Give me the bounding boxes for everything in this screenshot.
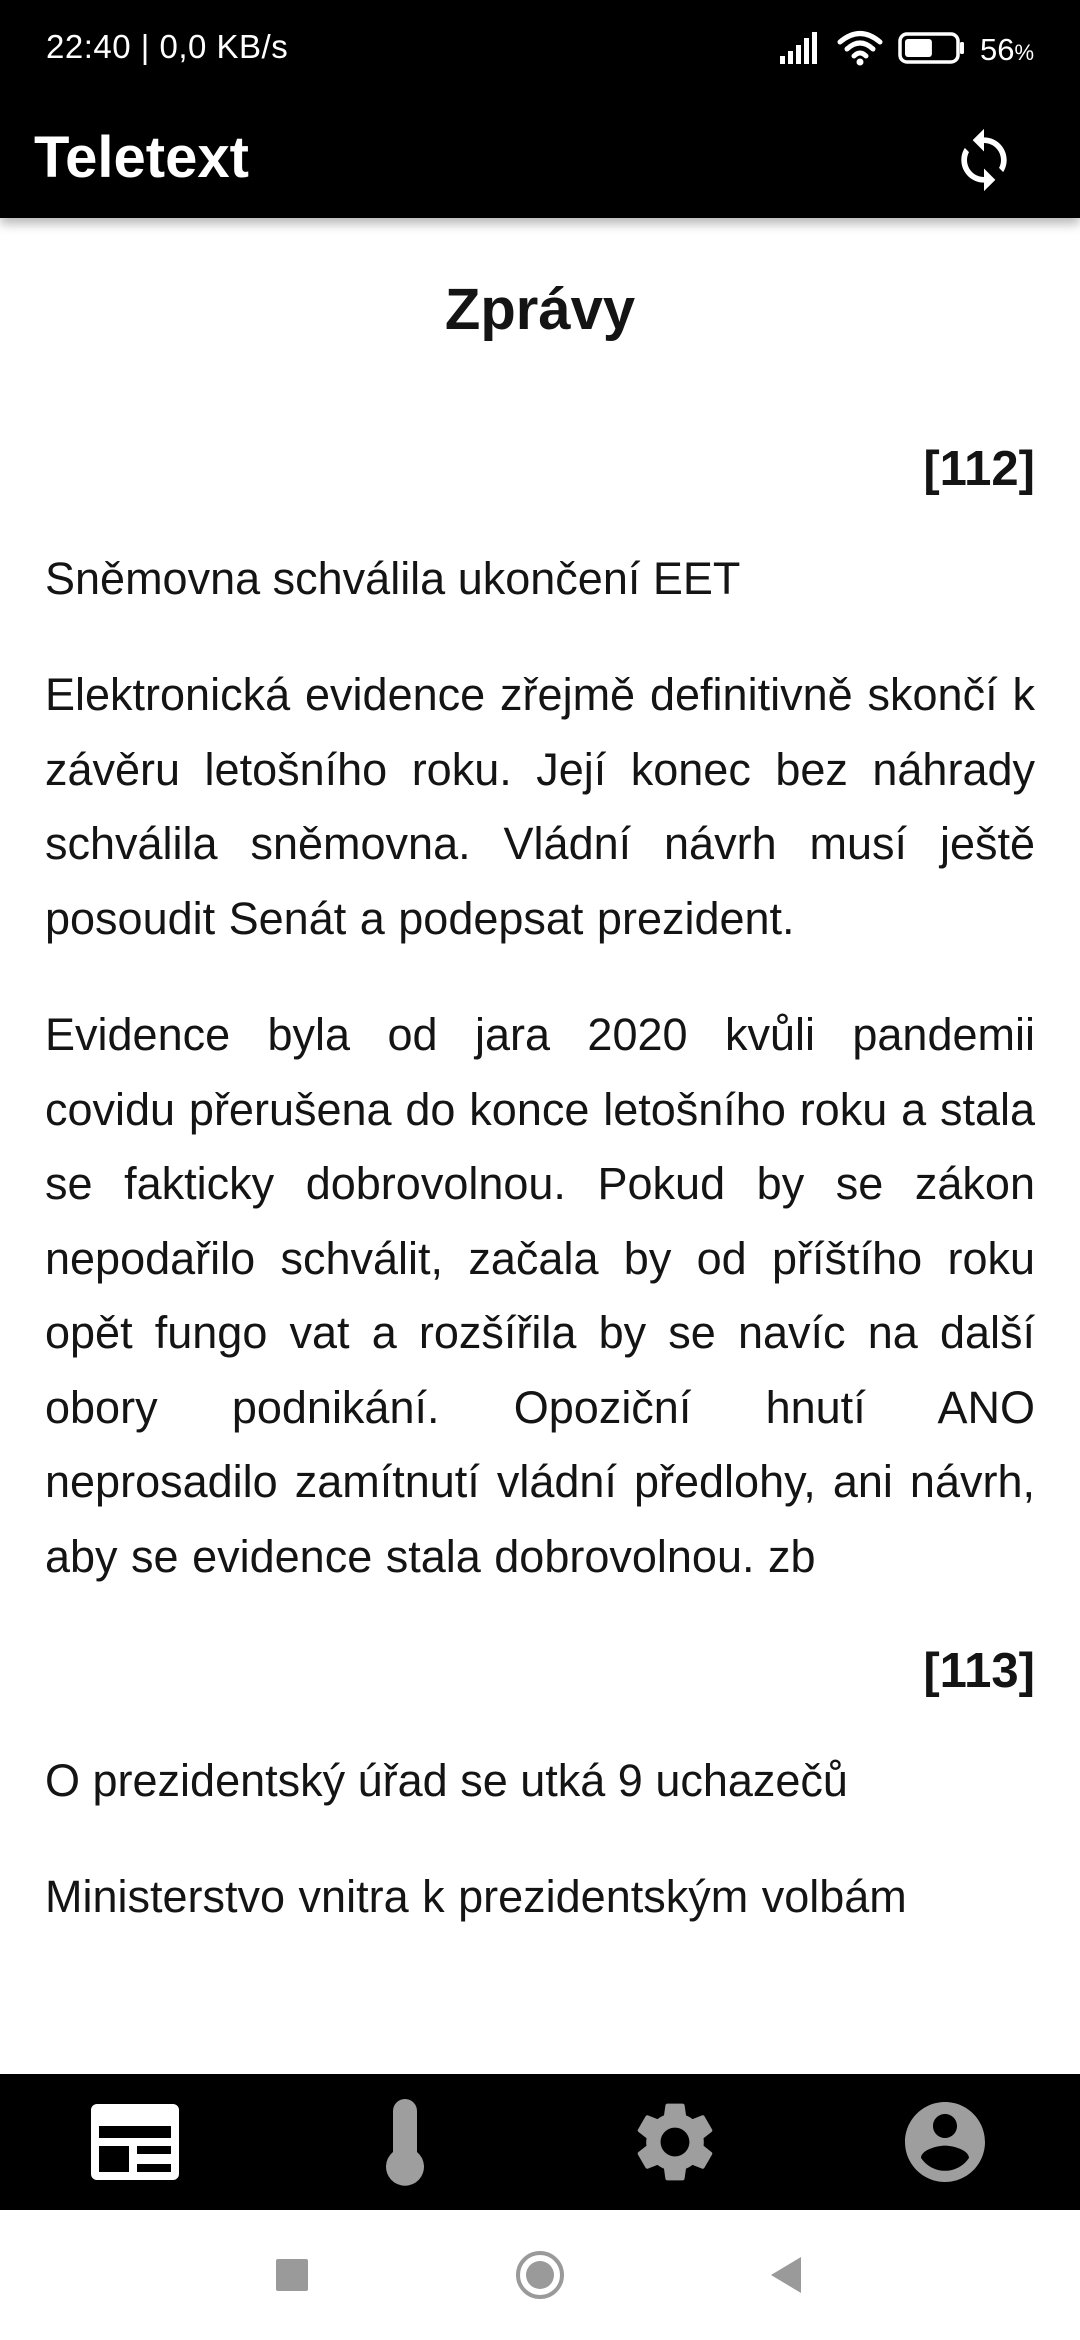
nav-item-settings[interactable] xyxy=(540,2074,810,2210)
refresh-icon xyxy=(950,120,1018,200)
back-button[interactable] xyxy=(756,2245,816,2305)
settings-gear-icon xyxy=(627,2094,723,2190)
bottom-navigation xyxy=(0,2074,1080,2210)
nav-item-weather[interactable] xyxy=(270,2074,540,2210)
article-headline: Sněmovna schválila ukončení EET xyxy=(45,553,741,604)
nav-item-account[interactable] xyxy=(810,2074,1080,2210)
thermometer-icon xyxy=(380,2097,430,2187)
article-item xyxy=(45,1634,1035,1935)
battery-percentage xyxy=(980,32,1034,68)
article-item xyxy=(45,432,1035,1594)
battery-unit: % xyxy=(1014,40,1034,65)
system-navigation-bar xyxy=(0,2210,1080,2340)
status-time-speed: 22:40 | 0,0 KB/s xyxy=(46,28,289,65)
refresh-button[interactable] xyxy=(934,110,1034,210)
wifi-icon xyxy=(836,29,884,71)
home-circle-icon xyxy=(514,2249,566,2301)
back-triangle-icon xyxy=(767,2255,805,2295)
nav-item-news[interactable] xyxy=(0,2074,270,2210)
recents-square-icon xyxy=(275,2258,309,2292)
status-bar xyxy=(0,0,1080,100)
app-bar xyxy=(0,100,1080,218)
battery-value: 56 xyxy=(979,32,1015,67)
article-paragraph: Elektronická evidence zřejmě definitivně skončí k závěru letošního roku. Její konec bez náhrady schválila sněmovna. Vládní návrh musí ještě posoudit Senát a podepsat prezident. xyxy=(45,669,1035,944)
article-number: [112] xyxy=(923,442,1035,496)
page-title: Zprávy xyxy=(444,277,636,342)
signal-icon xyxy=(778,30,822,70)
article-headline: O prezidentský úřad se utká 9 uchazečů xyxy=(45,1755,848,1806)
app-title: Teletext xyxy=(34,125,249,190)
news-icon xyxy=(89,2102,181,2182)
home-button[interactable] xyxy=(510,2245,570,2305)
article-list xyxy=(0,432,1080,1935)
article-paragraph: Ministerstvo vnitra k prezidentským volbám xyxy=(45,1871,907,1922)
battery-icon xyxy=(898,31,966,69)
status-indicators xyxy=(778,26,1034,74)
account-icon xyxy=(897,2094,993,2190)
article-paragraph: Evidence byla od jara 2020 kvůli pandemii covidu přerušena do konce letošního roku a stala se fakticky dobrovolnou. Pokud by se zákon nepodařilo schválit, začala by od příštího roku opět fungo vat a rozšířila by se navíc na další obory podnikání. Opoziční hnutí ANO neprosadilo zamítnutí vládní předlohy, ani návrh, aby se evidence stala dobrovolnou. zb xyxy=(45,1009,1035,1582)
content-scroll-area[interactable] xyxy=(0,218,1080,2074)
article-number: [113] xyxy=(923,1644,1035,1698)
recents-button[interactable] xyxy=(262,2245,322,2305)
